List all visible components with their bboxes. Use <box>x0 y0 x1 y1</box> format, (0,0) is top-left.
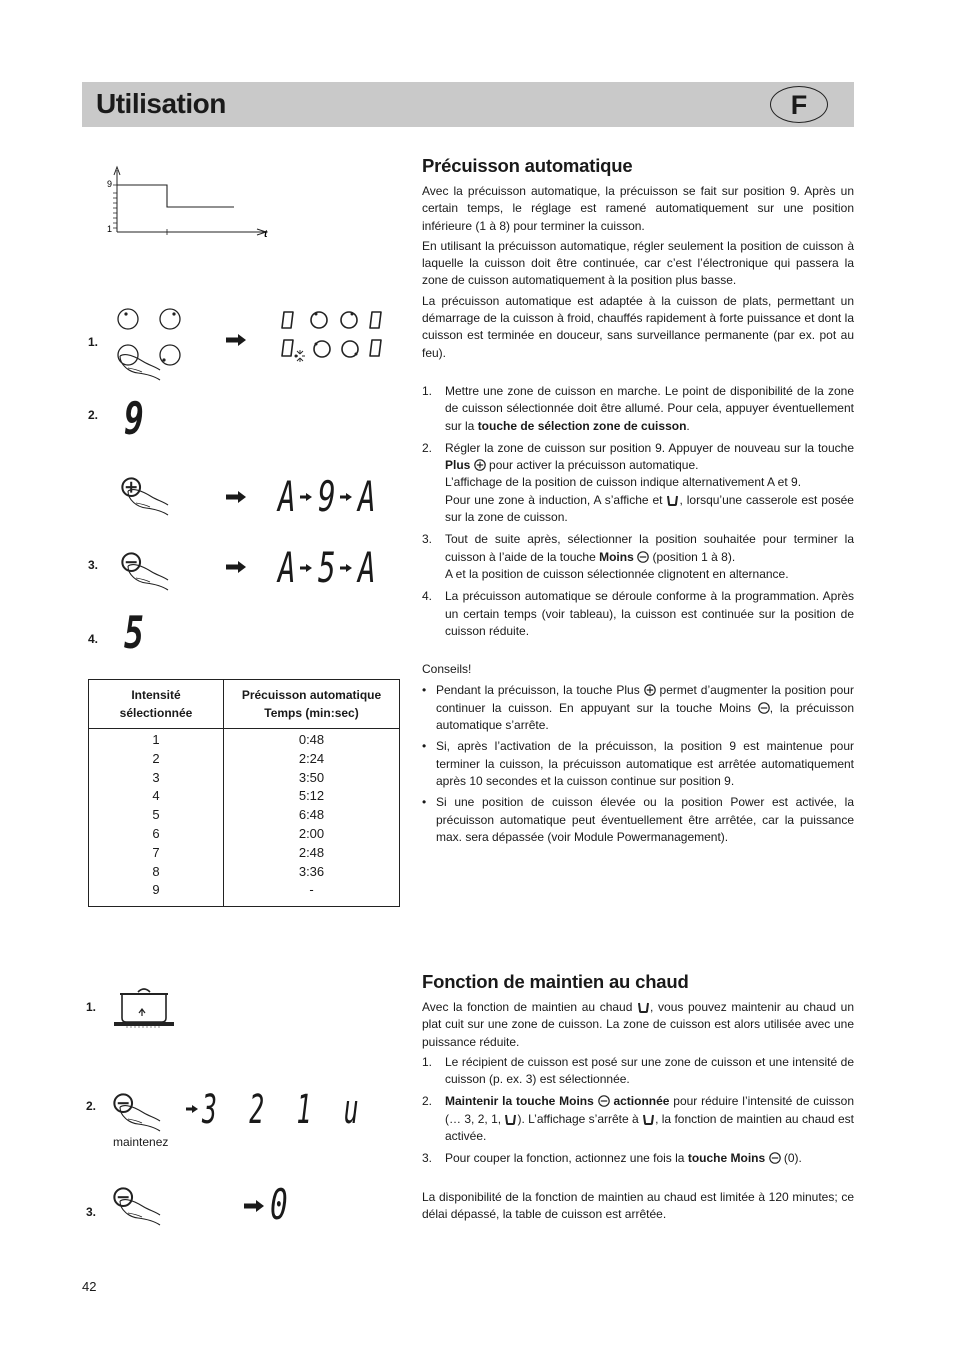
minus-circle-icon <box>769 1152 781 1164</box>
page-title: Utilisation <box>96 88 226 119</box>
table-header-intensity: Intensité sélectionnée <box>89 680 224 729</box>
step-text-bold: actionnée <box>609 1094 670 1109</box>
pot-symbol-icon <box>666 494 679 506</box>
step-text: La précuisson automatique se déroule conforme à la programmation. Après un certain temps (voir tableau), la cuisson est continuée sur la position de cuisson réduite. <box>445 589 854 638</box>
step-text: (position 1 à 8). <box>649 549 736 564</box>
arrow-icon <box>226 340 248 354</box>
list-item <box>422 1093 854 1145</box>
step-number: 4. <box>422 589 433 604</box>
table-header-time: Précuisson automatique Temps (min:sec) <box>224 680 400 729</box>
step-text: Régler la zone de cuisson sur position 9. Appuyer de nouveau sur la touche <box>445 440 854 455</box>
paragraph: En utilisant la précuisson automatique, régler seulement la position de cuisson à laquelle la cuisson doit être continuée, car c’est l’électronique qui passera la zone de cuisson automatiquement à la position plus basse. <box>422 238 854 288</box>
step-number: 1. <box>422 1054 433 1069</box>
step-text-bold: Moins <box>599 549 634 564</box>
display-a9a-sequence <box>278 474 388 520</box>
step-text: pour réduire l’intensité de cuisson (… 3, 2, 1, <box>445 1094 854 1126</box>
step-number: 2. <box>422 1094 433 1109</box>
step-text: A et la position de cuisson sélectionnée clignotent en alternance. <box>445 566 789 581</box>
paragraph: La précuisson automatique est adaptée à la cuisson de plats, permettant un démarrage de la cuisson à froid, chauffés rapidement à forte puissance et dont la cuisson est terminée en douceur, sans surveillance permanente (par ex. pot au feu). <box>422 293 854 360</box>
tips-list <box>422 682 854 846</box>
small-arrow-icon <box>300 492 314 502</box>
minus-circle-icon <box>637 551 649 563</box>
seq-digit-9: 9 <box>318 472 336 521</box>
list-item <box>422 531 854 583</box>
note-paragraph: La disponibilité de la fonction de maintien au chaud est limitée à 120 minutes; ce délai dépassé, la table de cuisson est arrêtée. <box>422 1189 854 1221</box>
list-item <box>422 440 854 526</box>
language-badge: F <box>770 86 828 123</box>
bullet: • <box>422 739 427 754</box>
step-label-1: 1. <box>88 335 99 349</box>
bullet: • <box>422 795 427 810</box>
tip-text: , la précuisson automatique s’arrête. <box>436 700 854 733</box>
plus-circle-icon <box>644 684 656 696</box>
display-countdown-sequence <box>186 1087 368 1134</box>
pot-symbol-icon <box>504 1113 517 1125</box>
step-text-bold: Maintenir la touche Moins <box>445 1094 598 1109</box>
section-title-keep-warm: Fonction de maintien au chaud <box>422 971 689 992</box>
minus-circle-icon <box>598 1095 610 1107</box>
step-text: , la fonction de maintien au chaud est activée. <box>445 1111 855 1144</box>
graph-y-high: 9 <box>107 179 113 189</box>
warm-step-label-3: 3. <box>86 1205 97 1219</box>
plus-circle-icon <box>474 459 486 471</box>
step-text-bold: Plus <box>445 458 471 473</box>
step-number: 3. <box>422 532 433 547</box>
step-text: (0). <box>780 1151 802 1166</box>
paragraph <box>422 999 854 1051</box>
small-arrow-icon <box>244 1199 266 1213</box>
small-arrow-icon <box>340 563 354 573</box>
step-label-3: 3. <box>88 558 99 572</box>
step-text: pour activer la précuisson automatique. <box>485 458 699 473</box>
display-a5a-sequence <box>278 545 388 591</box>
table-cell-times: 0:48 2:24 3:50 5:12 6:48 2:00 2:48 3:36 - <box>224 729 400 907</box>
step-text: L’affichage de la position de cuisson indique alternativement A et 9. <box>445 475 802 490</box>
step-text: , lorsqu’une casserole est posée sur la zone de cuisson. <box>445 492 854 525</box>
step-text: Tout de suite après, sélectionner la position souhaitée pour terminer la cuisson à l’aide de la touche <box>445 532 854 564</box>
plus-key-finger-illustration <box>118 474 178 524</box>
paragraph: Avec la précuisson automatique, la précuisson se fait sur position 9. Après un certain temps, le réglage est ramené automatiquement sur une position inférieure (1 à 8) pour terminer la cuisson. <box>422 184 854 233</box>
step-number: 1. <box>422 383 433 398</box>
step-text: . <box>686 418 690 433</box>
pot-on-zone-illustration <box>112 986 178 1030</box>
display-digit-9: 9 <box>124 394 144 445</box>
minus-key-finger-illustration <box>110 1090 170 1140</box>
table-cell-intensities: 1 2 3 4 5 6 7 8 9 <box>89 729 224 907</box>
pot-symbol-icon <box>642 1113 655 1125</box>
small-arrow-icon <box>340 492 354 502</box>
power-time-graph <box>104 165 274 245</box>
step-text: Le récipient de cuisson est posé sur une zone de cuisson et une intensité de cuisson (p. ex. 3) est sélectionnée. <box>445 1054 854 1087</box>
list-item <box>422 1150 854 1167</box>
page-number: 42 <box>82 1279 97 1294</box>
pot-symbol-icon <box>637 1001 650 1013</box>
display-off-sequence <box>244 1182 304 1228</box>
step-text: ). L’affichage s’arrête à <box>517 1111 643 1126</box>
graph-y-low: 1 <box>107 224 113 234</box>
seq-countdown: 3 2 1 u <box>202 1087 368 1133</box>
list-item <box>422 1054 854 1089</box>
section-keep-warm <box>422 971 854 1226</box>
arrow-icon <box>226 490 248 504</box>
bullet: • <box>422 683 427 698</box>
seq-digit-a: A <box>278 472 296 521</box>
tip-text: Pendant la précuisson, la touche Plus <box>436 683 644 698</box>
warm-step-label-1: 1. <box>86 1000 97 1014</box>
arrow-icon <box>226 560 248 574</box>
steps-list <box>422 1054 854 1168</box>
tip-text: Si, après l’activation de la précuisson, la position 9 est maintenue pour terminer la cuisson, la précuisson automatique est arrêtée automatiquement après 10 secondes et la cuisson continue sur position 9. <box>436 739 854 788</box>
intro-text: Avec la fonction de maintien au chaud <box>422 1000 638 1014</box>
step-number: 2. <box>422 440 433 455</box>
tip-text: permet d’augmenter la position pour continuer la cuisson. En appuyant sur la touche Moins <box>436 683 854 715</box>
intro-text: , vous pouvez maintenir au chaud un plat cuit sur une zone de cuisson. La zone de cuisson est alors utilisée avec une puissance réduite. <box>422 1000 854 1049</box>
list-item <box>422 738 854 790</box>
tips-title: Conseils! <box>422 662 472 677</box>
tip-text: Si une position de cuisson élevée ou la position Power est activée, la précuisson automatique peut éventuellement être arrêtée, car la puissance max. sera dépassée (voir Module Powermanagement). <box>436 795 854 844</box>
step-number: 3. <box>422 1151 433 1166</box>
step-text-bold: touche de sélection zone de cuisson <box>477 418 687 433</box>
warm-step-label-2: 2. <box>86 1099 97 1113</box>
zone-display-illustration <box>280 306 390 366</box>
zone-keys-illustration <box>112 305 192 375</box>
precooking-time-table <box>88 679 400 907</box>
minus-circle-icon <box>758 702 770 714</box>
small-arrow-icon <box>300 563 314 573</box>
section-title-precooking: Précuisson automatique <box>422 155 633 176</box>
steps-list <box>422 383 854 640</box>
list-item <box>422 794 854 846</box>
display-digit-5: 5 <box>124 608 144 659</box>
step-text: Mettre une zone de cuisson en marche. Le point de disponibilité de la zone de cuisson sélectionnée doit être allumé. Pour cela, appuyer éventuellement sur la <box>445 383 854 433</box>
section-precooking <box>422 155 854 850</box>
step-label-2: 2. <box>88 408 99 422</box>
step-text-bold: touche Moins <box>687 1151 766 1166</box>
step-text: Pour une zone à induction, A s’affiche et <box>445 492 667 507</box>
list-item <box>422 383 854 435</box>
hold-caption: maintenez <box>113 1135 169 1149</box>
minus-key-finger-illustration <box>118 549 178 599</box>
minus-key-finger-illustration <box>110 1184 170 1234</box>
step-label-4: 4. <box>88 632 99 646</box>
list-item <box>422 682 854 734</box>
graph-x-label: t <box>264 229 268 240</box>
seq-digit-a-2: A <box>358 472 376 521</box>
seq-digit-a: A <box>278 543 296 592</box>
seq-digit-5: 5 <box>318 543 336 592</box>
page-header <box>82 82 854 127</box>
step-text: Pour couper la fonction, actionnez une fois la <box>445 1151 688 1166</box>
list-item <box>422 588 854 640</box>
seq-digit-0: 0 <box>270 1180 288 1229</box>
small-arrow-icon <box>186 1104 200 1114</box>
seq-digit-a-2: A <box>358 543 376 592</box>
